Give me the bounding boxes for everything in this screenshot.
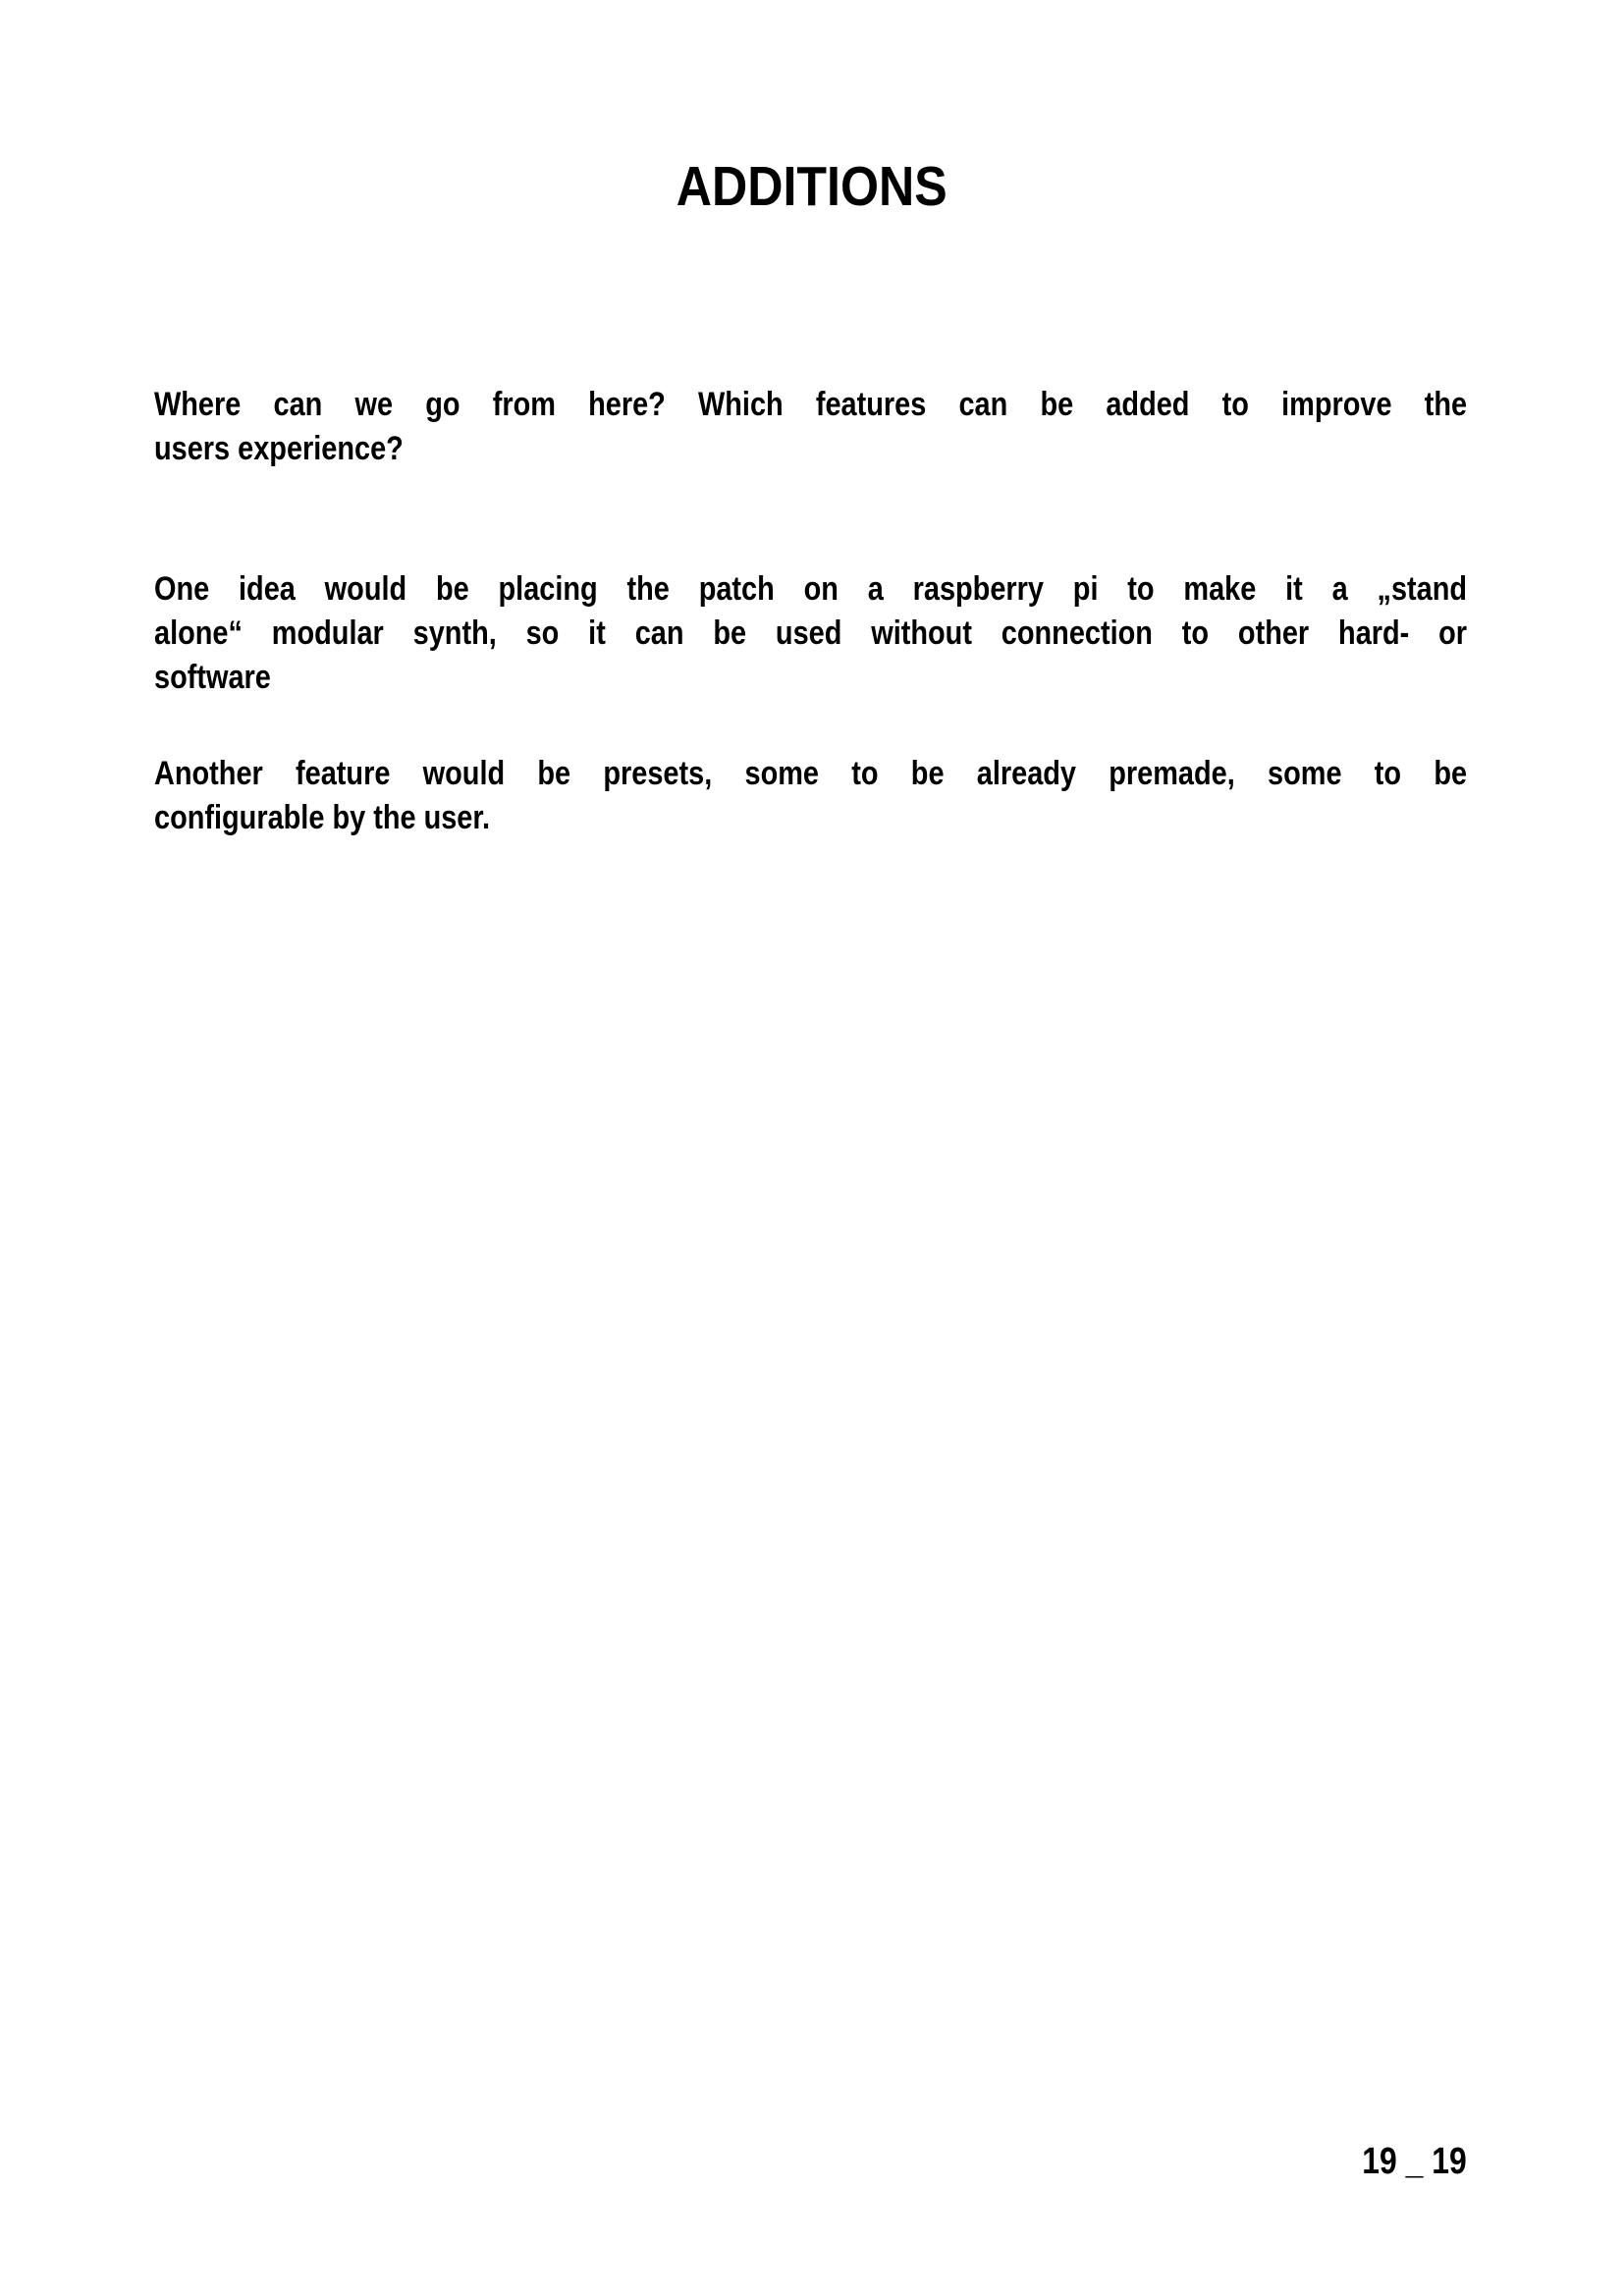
page-number — [1342, 2143, 1467, 2180]
text-line: Where can we go from here? Which features can be added to improve the — [154, 386, 1468, 423]
page-title — [0, 155, 1624, 218]
paragraph-intro-question — [154, 383, 1467, 471]
paragraph-presets-idea — [154, 752, 1467, 840]
text-line: alone“ modular synth, so it can be used without connection to other hard- or — [154, 614, 1468, 652]
text-line: configurable by the user. — [154, 799, 491, 836]
text-line: users experience? — [154, 430, 404, 467]
page-title-text: ADDITIONS — [677, 155, 947, 218]
text-line: One idea would be placing the patch on a raspberry pi to make it a „stand — [154, 570, 1468, 608]
text-line: software — [154, 659, 271, 696]
text-line: Another feature would be presets, some to be already premade, some to be — [154, 755, 1468, 792]
body-text — [154, 383, 1467, 840]
paragraph-raspberry-pi-idea — [154, 567, 1467, 700]
page-number-text: 19 _ 19 — [1362, 2141, 1467, 2182]
